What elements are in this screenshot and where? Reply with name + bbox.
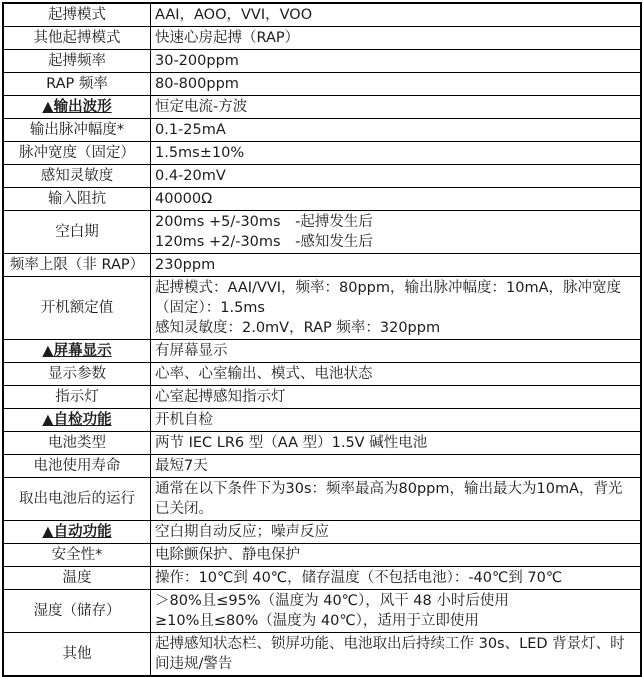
spec-label: 电池使用寿命 bbox=[3, 455, 151, 478]
table-row bbox=[3, 633, 641, 677]
spec-label: 温度 bbox=[3, 567, 151, 590]
spec-label: 安全性* bbox=[3, 544, 151, 567]
spec-value-line: 空白期自动反应；噪声反应 bbox=[155, 524, 329, 540]
spec-label: 指示灯 bbox=[3, 386, 151, 409]
spec-value-line: 1.5ms±10% bbox=[155, 145, 245, 161]
spec-value-line: 心率、心室输出、模式、电池状态 bbox=[155, 366, 373, 382]
spec-value-line: 电除颤保护、静电保护 bbox=[155, 547, 300, 563]
table-row-section bbox=[3, 409, 641, 432]
table-row bbox=[3, 188, 641, 211]
table-row bbox=[3, 432, 641, 455]
spec-value-line: 200ms +5/-30ms -起搏发生后 bbox=[155, 214, 373, 230]
table-row bbox=[3, 455, 641, 478]
spec-section-label: ▲屏幕显示 bbox=[3, 340, 151, 363]
spec-value-line: 120ms +2/-30ms -感知发生后 bbox=[155, 234, 373, 250]
table-row bbox=[3, 211, 641, 254]
spec-label: 频率上限（非 RAP） bbox=[3, 254, 151, 277]
spec-label: 输入阻抗 bbox=[3, 188, 151, 211]
table-row bbox=[3, 567, 641, 590]
spec-label: 起搏频率 bbox=[3, 50, 151, 73]
spec-value bbox=[151, 340, 642, 363]
table-row bbox=[3, 73, 641, 96]
spec-value-line: AAI，AOO，VVI，VOO bbox=[155, 7, 313, 23]
spec-value bbox=[151, 50, 642, 73]
table-row bbox=[3, 27, 641, 50]
spec-value-line: 起搏感知状态栏、锁屏功能、电池取出后持续工作 30s、LED 背景灯、时间违规/警告 bbox=[155, 636, 625, 672]
spec-value bbox=[151, 73, 642, 96]
spec-value-line: 恒定电流-方波 bbox=[155, 99, 248, 115]
spec-value-line: 最短7天 bbox=[155, 458, 208, 474]
spec-value bbox=[151, 590, 642, 633]
spec-value bbox=[151, 96, 642, 119]
spec-value-line: ＞80%且≤95%（温度为 40℃），风干 48 小时后使用 bbox=[155, 593, 509, 609]
spec-value-line: 起搏模式：AAI/VVI，频率：80ppm，输出脉冲幅度：10mA，脉冲宽度（固定）：1.5ms bbox=[155, 280, 621, 316]
spec-label: 其他起搏模式 bbox=[3, 27, 151, 50]
spec-section-label: ▲输出波形 bbox=[3, 96, 151, 119]
table-row bbox=[3, 590, 641, 633]
spec-table bbox=[2, 2, 642, 677]
spec-label: RAP 频率 bbox=[3, 73, 151, 96]
spec-label: 空白期 bbox=[3, 211, 151, 254]
spec-value bbox=[151, 188, 642, 211]
table-row bbox=[3, 142, 641, 165]
spec-value-line: 230ppm bbox=[155, 257, 216, 273]
spec-value bbox=[151, 211, 642, 254]
spec-value bbox=[151, 521, 642, 544]
table-row bbox=[3, 3, 641, 27]
spec-value-line: 心室起搏感知指示灯 bbox=[155, 389, 286, 405]
spec-value bbox=[151, 119, 642, 142]
spec-value-line: 40000Ω bbox=[155, 191, 213, 207]
spec-value-line: 0.1-25mA bbox=[155, 122, 226, 138]
spec-value bbox=[151, 478, 642, 521]
spec-value bbox=[151, 3, 642, 27]
spec-value-line: 通常在以下条件下为30s：频率最高为80ppm，输出最大为10mA，背光已关闭。 bbox=[155, 481, 623, 517]
spec-section-label: ▲自动功能 bbox=[3, 521, 151, 544]
spec-value bbox=[151, 27, 642, 50]
spec-section-label: ▲自检功能 bbox=[3, 409, 151, 432]
spec-value bbox=[151, 409, 642, 432]
spec-value-line: ≥10%且≤80%（温度为 40℃），适用于立即使用 bbox=[155, 613, 479, 629]
spec-label: 湿度（储存） bbox=[3, 590, 151, 633]
table-row-section bbox=[3, 521, 641, 544]
spec-label: 其他 bbox=[3, 633, 151, 677]
spec-value-line: 感知灵敏度：2.0mV，RAP 频率：320ppm bbox=[155, 320, 441, 336]
table-row bbox=[3, 363, 641, 386]
table-row bbox=[3, 544, 641, 567]
spec-value bbox=[151, 363, 642, 386]
spec-label: 开机额定值 bbox=[3, 277, 151, 340]
spec-value-line: 快速心房起搏（RAP） bbox=[155, 30, 300, 46]
spec-value bbox=[151, 277, 642, 340]
spec-value bbox=[151, 567, 642, 590]
spec-label: 取出电池后的运行 bbox=[3, 478, 151, 521]
table-row bbox=[3, 119, 641, 142]
spec-value bbox=[151, 633, 642, 677]
table-row-section bbox=[3, 340, 641, 363]
spec-label: 感知灵敏度 bbox=[3, 165, 151, 188]
table-row bbox=[3, 254, 641, 277]
spec-value bbox=[151, 142, 642, 165]
spec-value bbox=[151, 386, 642, 409]
spec-value-line: 有屏幕显示 bbox=[155, 343, 228, 359]
table-row bbox=[3, 165, 641, 188]
spec-value-line: 操作：10℃到 40℃，储存温度（不包括电池）：-40℃到 70℃ bbox=[155, 570, 563, 586]
table-row bbox=[3, 386, 641, 409]
spec-value-line: 开机自检 bbox=[155, 412, 213, 428]
spec-label: 脉冲宽度（固定） bbox=[3, 142, 151, 165]
table-row bbox=[3, 478, 641, 521]
spec-value bbox=[151, 432, 642, 455]
spec-value bbox=[151, 455, 642, 478]
spec-value-line: 30-200ppm bbox=[155, 53, 239, 69]
spec-label: 显示参数 bbox=[3, 363, 151, 386]
spec-value-line: 80-800ppm bbox=[155, 76, 239, 92]
spec-value bbox=[151, 165, 642, 188]
spec-value bbox=[151, 254, 642, 277]
table-row bbox=[3, 277, 641, 340]
spec-value-line: 两节 IEC LR6 型（AA 型）1.5V 碱性电池 bbox=[155, 435, 428, 451]
table-row-section bbox=[3, 96, 641, 119]
spec-label: 电池类型 bbox=[3, 432, 151, 455]
spec-label: 输出脉冲幅度* bbox=[3, 119, 151, 142]
spec-value bbox=[151, 544, 642, 567]
spec-value-line: 0.4-20mV bbox=[155, 168, 226, 184]
spec-label: 起搏模式 bbox=[3, 3, 151, 27]
table-row bbox=[3, 50, 641, 73]
